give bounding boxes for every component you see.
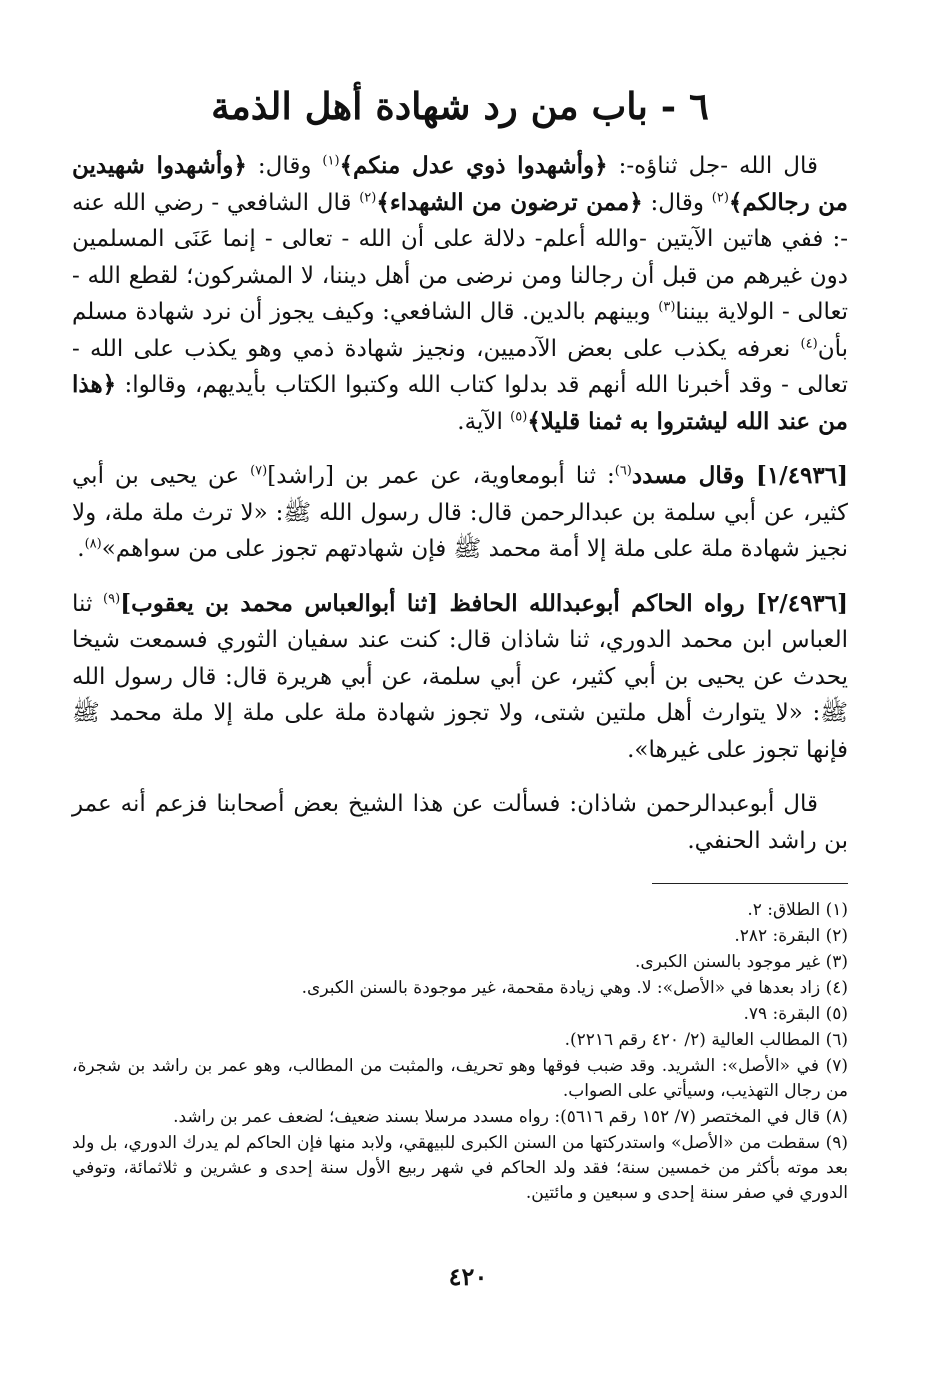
hadith-2-source: رواه الحاكم أبوعبدالله الحافظ [ثنا أبوالعباس محمد بن يعقوب] xyxy=(120,589,757,617)
footnote: (٩) سقطت من «الأصل» واستدركتها من السنن الكبرى للبيهقي، ولابد منها فإن الحاكم لم يدرك الدوري، بل ولد بعد موته بأكثر من خمسين سنة؛ فقد ولد الحاكم في شهر ربيع الأول سنة إحدى و عشرين و ثلاثمائة، وتوفي الدوري في صفر سنة إحدى و سبعين و مائتين. xyxy=(72,1133,848,1203)
hadith-1 xyxy=(72,458,848,568)
hadith-1-text-1: : ثنا أبومعاوية، عن عمر بن [راشد] xyxy=(267,463,615,489)
footnote-ref-1: (١) xyxy=(322,153,340,169)
footnote-ref-2a: (٢) xyxy=(711,189,729,205)
quran-quote-1: ﴿وأشهدوا ذوي عدل منكم﴾ xyxy=(339,152,608,179)
quran-quote-2: ﴿وأشهدوا شهيدين من رجالكم﴾ xyxy=(72,152,848,216)
closing-paragraph: قال أبوعبدالرحمن شاذان: فسألت عن هذا الشيخ بعض أصحابنا فزعم أنه عمر بن راشد الحنفي. xyxy=(72,791,848,854)
footnote: (٣) غير موجود بالسنن الكبرى. xyxy=(634,952,848,972)
intro-text-7: الآية. xyxy=(457,408,511,435)
footnote: (٥) البقرة: ٧٩. xyxy=(743,1004,848,1024)
chapter-title: ٦ - باب من رد شهادة أهل الذمة xyxy=(211,84,709,128)
intro-paragraph xyxy=(72,148,848,440)
footnotes xyxy=(72,898,848,1206)
hadith-1-text-3: . xyxy=(77,536,85,562)
quran-quote-3: ﴿ممن ترضون من الشهداء﴾ xyxy=(376,188,643,216)
intro-text-1: قال الله -جل ثناؤه-: xyxy=(607,153,818,179)
footnote-divider xyxy=(652,883,848,884)
footnote: (٨) قال في المختصر (٧/ ١٥٢ رقم ٥٦١٦): رواه مسدد مرسلا بسند ضعيف؛ لضعف عمر بن راشد. xyxy=(173,1107,848,1127)
footnote-ref-9: (٩) xyxy=(103,590,121,606)
footnote: (٤) زاد بعدها في «الأصل»: لا. وهي زيادة مقحمة، غير موجودة بالسنن الكبرى. xyxy=(301,978,848,998)
footnote-ref-2b: (٢) xyxy=(359,189,377,205)
intro-text-4: قال الشافعي - رضي الله عنه -: ففي هاتين الآيتين -والله أعلم- دلالة على أن الله - تعالى - إنما عَنَى المسلمين دون غيرهم من قبل أن رجالنا ومن نرضى من أهل ديننا، لا المشركون؛ لقطع الله - تعالى - الولاية بيننا xyxy=(72,189,849,325)
hadith-1-text-2: عن يحيى بن أبي كثير، عن أبي سلمة بن عبدالرحمن قال: قال رسول الله ﷺ: «لا ترث ملة ملة، ولا نجيز شهادة ملة على ملة إلا أمة محمد ﷺ فإن شهادتهم تجوز على من سواهم» xyxy=(72,463,848,562)
footnote: (٢) البقرة: ٢٨٢. xyxy=(734,926,848,946)
footnote-ref-5: (٥) xyxy=(510,408,528,424)
hadith-1-source: وقال مسدد xyxy=(631,462,757,489)
hadith-2 xyxy=(72,586,848,769)
intro-text-5: وبينهم بالدين. قال الشافعي: وكيف يجوز أن نرد شهادة مسلم بأن xyxy=(72,299,848,362)
intro-text-3: وقال: xyxy=(642,189,712,216)
intro-text-6: نعرفه يكذب على بعض الآدميين، ونجيز شهادة ذمي وهو يكذب على الله - تعالى - وقد أخبرنا الله أنهم قد بدلوا كتاب الله وكتبوا الكتاب بأيديهم، وقالوا: xyxy=(72,335,848,398)
page-number: ٤٢٠ xyxy=(448,1262,488,1291)
footnote-ref-6: (٦) xyxy=(614,463,632,479)
footnote-ref-7: (٧) xyxy=(250,463,268,479)
hadith-2-number: [٢/٤٩٣٦] xyxy=(756,589,848,617)
quran-quote-4: ﴿هذا من عند الله ليشتروا به ثمنا قليلا﴾ xyxy=(72,371,848,435)
hadith-1-number: [١/٤٩٣٦] xyxy=(756,462,848,489)
footnote-ref-4: (٤) xyxy=(800,335,818,351)
footnote: (٧) في «الأصل»: الشريد. وقد ضبب فوقها وهو تحريف، والمثبت من المطالب، وهو عمر بن راشد بن شجرة، من رجال التهذيب، وسيأتي على الصواب. xyxy=(72,1056,848,1101)
intro-text-2: وقال: xyxy=(246,153,323,179)
footnote: (١) الطلاق: ٢. xyxy=(747,900,848,920)
hadith-2-text: ثنا العباس ابن محمد الدوري، ثنا شاذان قال: كنت عند سفيان الثوري فسمعت شيخا يحدث عن يحيى بن أبي كثير، عن أبي سلمة، عن أبي هريرة قال: قال رسول الله ﷺ: «لا يتوارث أهل ملتين شتى، ولا تجوز شهادة ملة على ملة إلا ملة محمد ﷺ فإنها تجوز على غيرها». xyxy=(72,590,848,763)
footnote: (٦) المطالب العالية (٢/ ٤٢٠ رقم ٢٢١٦). xyxy=(564,1030,848,1050)
footnote-ref-3: (٣) xyxy=(658,299,676,315)
footnote-ref-8: (٨) xyxy=(84,536,102,552)
